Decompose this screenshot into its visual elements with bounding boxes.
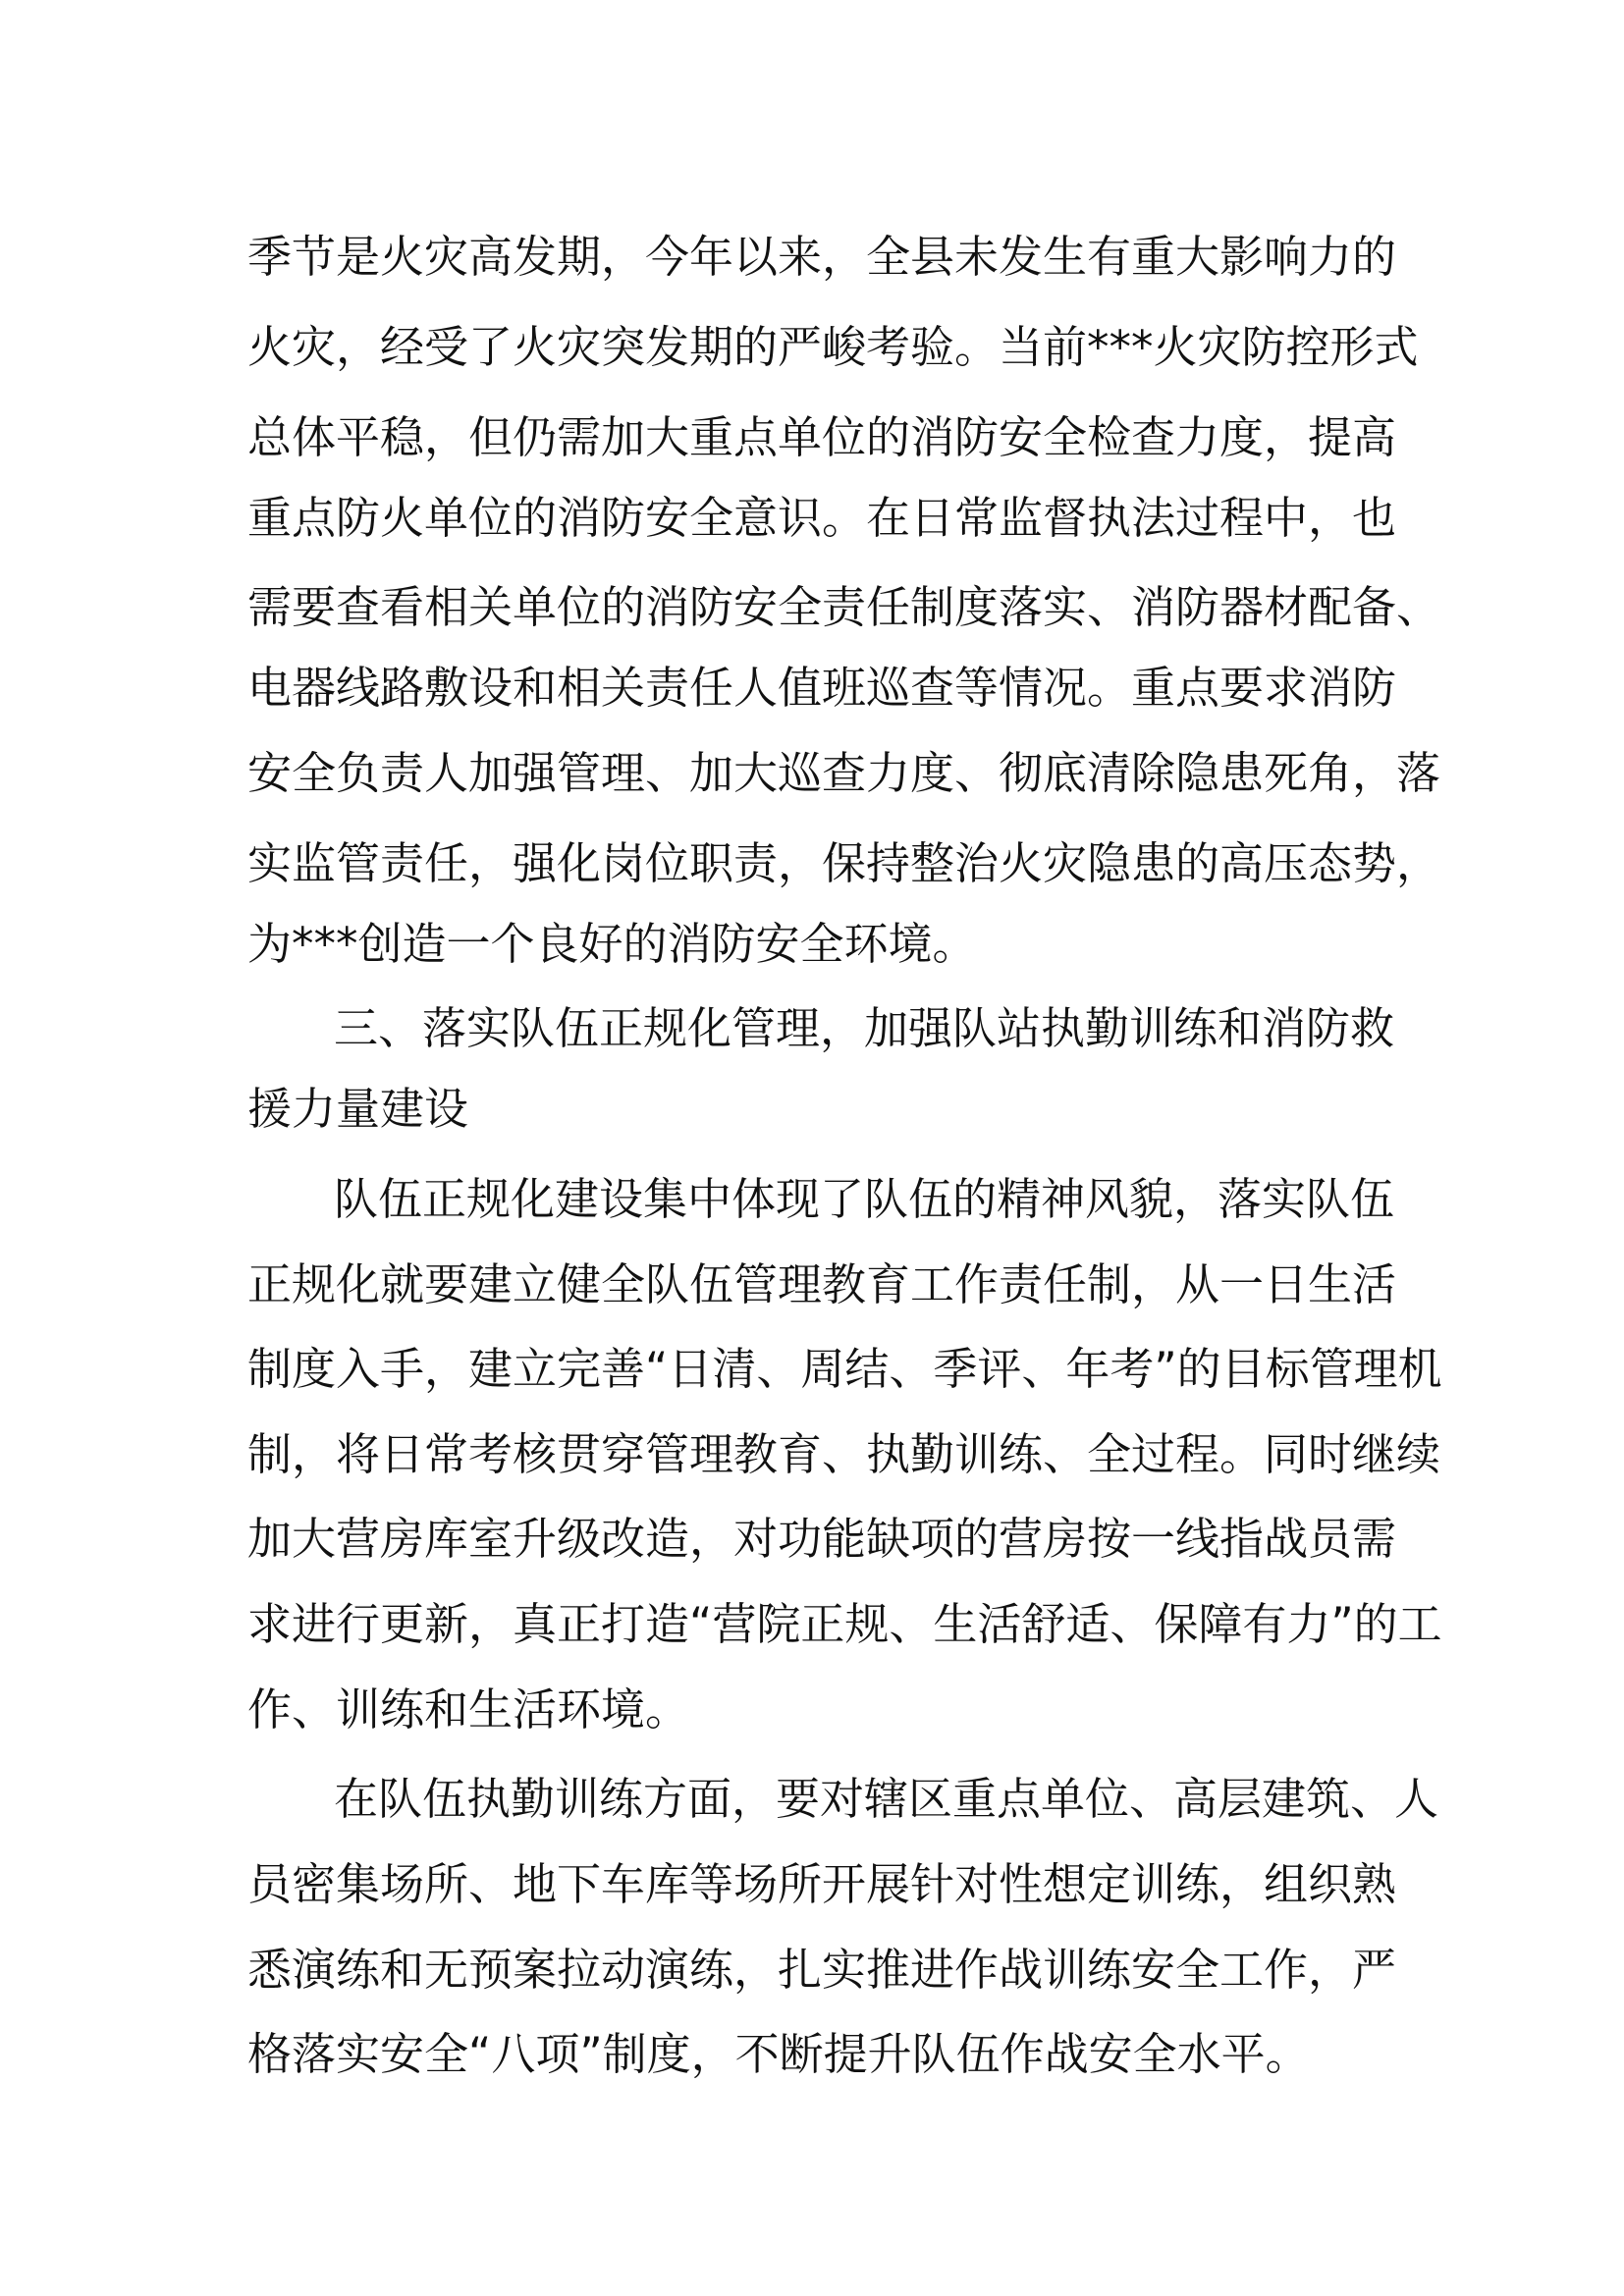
paragraph-line: 作、训练和生活环境。 xyxy=(247,1683,690,1735)
paragraph-line: 求进行更新，真正打造“营院正规、生活舒适、保障有力”的工 xyxy=(247,1598,1442,1650)
paragraph-line: 实监管责任，强化岗位职责，保持整治火灾隐患的高压态势， xyxy=(247,837,1441,889)
paragraph-line: 悉演练和无预案拉动演练，扎实推进作战训练安全工作，严 xyxy=(247,1944,1397,1996)
paragraph-line: 安全负责人加强管理、加大巡查力度、彻底清除隐患死角，落 xyxy=(247,747,1441,799)
paragraph-line: 制度入手，建立完善“日清、周结、季评、年考”的目标管理机 xyxy=(247,1343,1442,1395)
paragraph-line: 正规化就要建立健全队伍管理教育工作责任制，从一日生活 xyxy=(247,1258,1397,1310)
paragraph-line: 总体平稳，但仍需加大重点单位的消防安全检查力度，提高 xyxy=(247,411,1397,463)
paragraph-line: 重点防火单位的消防安全意识。在日常监督执法过程中，也 xyxy=(247,492,1397,544)
paragraph-line: 在队伍执勤训练方面，要对辖区重点单位、高层建筑、人 xyxy=(334,1773,1439,1825)
paragraph-line: 为***创造一个良好的消防安全环境。 xyxy=(247,918,977,970)
paragraph-line: 需要查看相关单位的消防安全责任制度落实、消防器材配备、 xyxy=(247,581,1441,633)
body-text xyxy=(247,0,1442,2296)
paragraph-line: 员密集场所、地下车库等场所开展针对性想定训练，组织熟 xyxy=(247,1858,1397,1910)
section-heading: 三、落实队伍正规化管理，加强队站执勤训练和消防救 xyxy=(334,1002,1395,1054)
paragraph-line: 加大营房库室升级改造，对功能缺项的营房按一线指战员需 xyxy=(247,1513,1397,1565)
section-heading: 援力量建设 xyxy=(247,1083,469,1135)
paragraph-line: 季节是火灾高发期，今年以来，全县未发生有重大影响力的 xyxy=(247,231,1397,283)
paragraph-line: 格落实安全“八项”制度，不断提升队伍作战安全水平。 xyxy=(247,2028,1310,2080)
paragraph-line: 制，将日常考核贯穿管理教育、执勤训练、全过程。同时继续 xyxy=(247,1428,1441,1480)
paragraph-line: 火灾，经受了火灾突发期的严峻考验。当前***火灾防控形式 xyxy=(247,321,1419,373)
paragraph-line: 队伍正规化建设集中体现了队伍的精神风貌，落实队伍 xyxy=(334,1173,1395,1225)
paragraph-line: 电器线路敷设和相关责任人值班巡查等情况。重点要求消防 xyxy=(247,662,1397,714)
